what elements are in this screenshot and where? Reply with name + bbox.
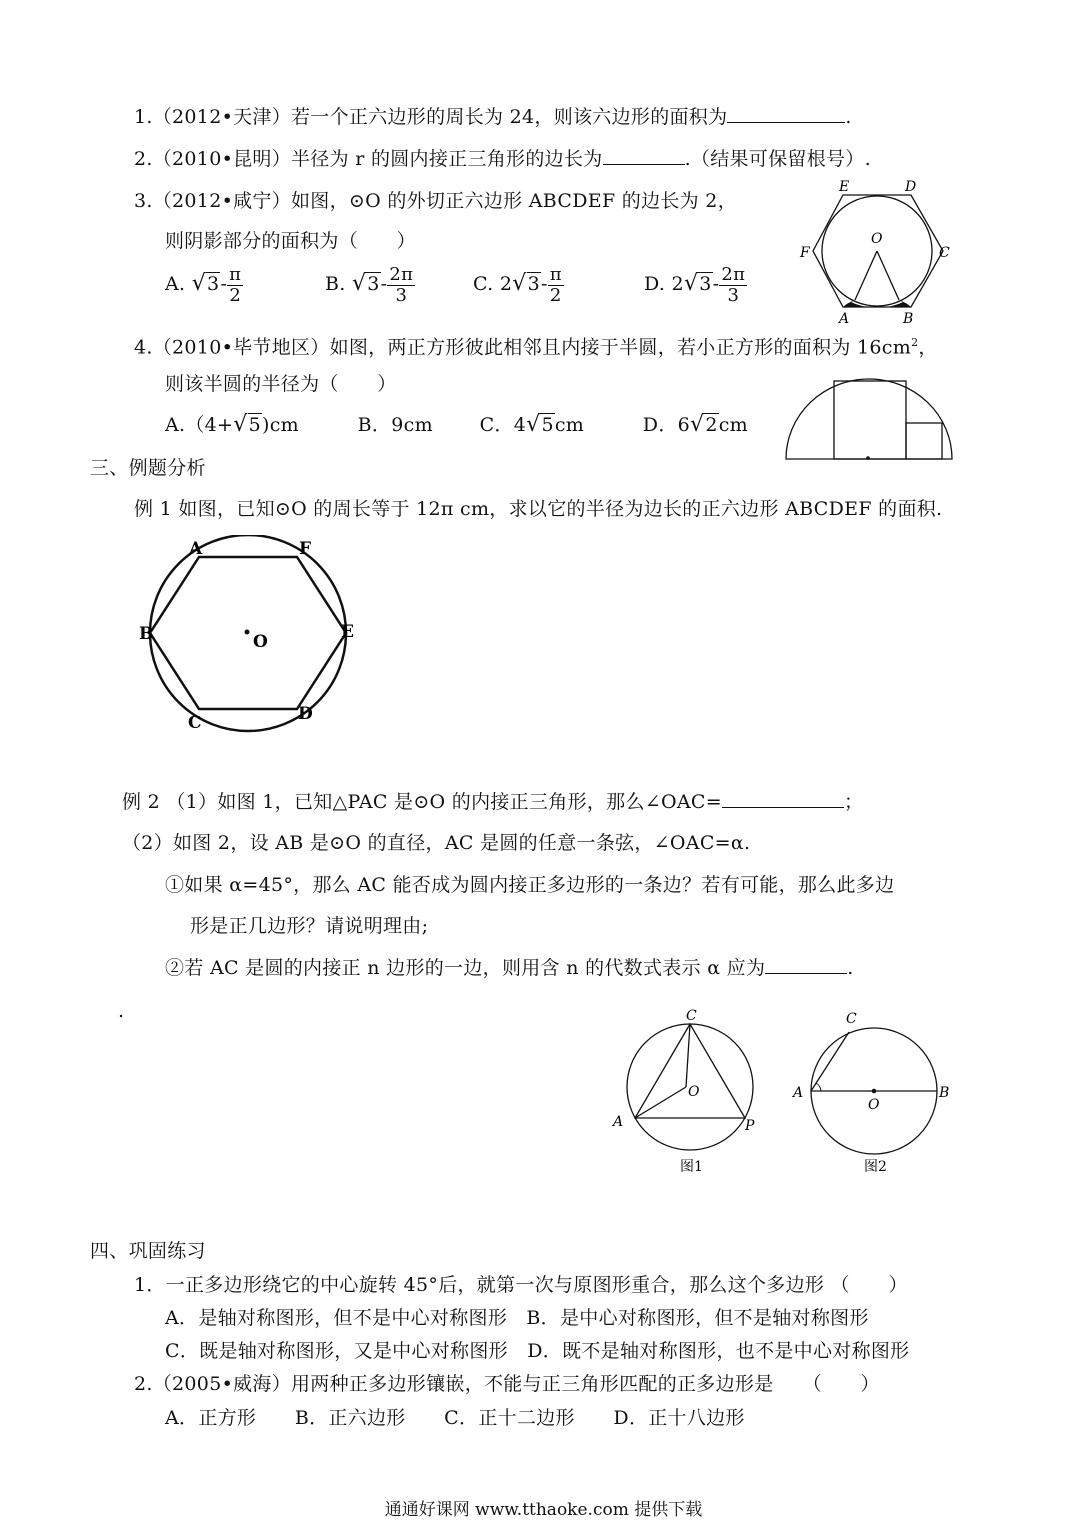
radicand: 2 bbox=[705, 414, 718, 436]
question-2-text: 2.（2010•昆明）半径为 r 的圆内接正三角形的边长为 bbox=[134, 148, 603, 170]
question-3-line-2: 则阴影部分的面积为（ ） bbox=[165, 230, 416, 252]
question-3-option-a bbox=[165, 262, 243, 306]
radicand: 5 bbox=[248, 414, 261, 436]
figure-1 bbox=[610, 1005, 770, 1177]
center-label-o: O bbox=[871, 231, 883, 247]
question-2 bbox=[134, 146, 871, 172]
question-4-options bbox=[165, 412, 748, 438]
denominator: 2 bbox=[229, 284, 242, 306]
vertex-label-b: B bbox=[139, 624, 154, 644]
radius-line-a bbox=[855, 251, 877, 300]
inscribed-hexagon-figure bbox=[135, 535, 365, 740]
option-d-prefix: D．6 bbox=[642, 414, 691, 436]
question-3-option-c bbox=[473, 262, 564, 306]
point-label-c: C bbox=[846, 1011, 857, 1027]
answer-blank bbox=[765, 955, 847, 974]
radicand: 3 bbox=[527, 273, 540, 295]
example-2-sub-2 bbox=[165, 955, 854, 981]
example-2-part-2: （2）如图 2，设 AB 是⊙O 的直径，AC 是圆的任意一条弦，∠OAC=α. bbox=[122, 832, 751, 854]
option-label: B. bbox=[325, 273, 346, 295]
sqrt-expression: √3 bbox=[683, 271, 712, 296]
page-footer: 通通好课网 www.tthaoke.com 提供下载 bbox=[384, 1500, 703, 1520]
option-a-suffix: )cm bbox=[262, 414, 299, 436]
option-label: A. bbox=[165, 273, 186, 295]
option-c-suffix: cm bbox=[554, 414, 585, 436]
radicand: 5 bbox=[541, 414, 554, 436]
vertex-label-f: F bbox=[800, 245, 810, 261]
fraction bbox=[719, 265, 747, 306]
fraction bbox=[227, 265, 243, 306]
answer-blank bbox=[722, 789, 844, 808]
option-c bbox=[480, 414, 585, 436]
stray-dot: . bbox=[118, 1000, 125, 1022]
practice-2-options: A．正方形 B．正六边形 C．正十二边形 D．正十八边形 bbox=[165, 1407, 745, 1429]
center-point bbox=[245, 630, 250, 635]
option-d bbox=[643, 414, 748, 436]
question-1-text: 1.（2012•天津）若一个正六边形的周长为 24，则该六边形的面积为 bbox=[134, 106, 728, 128]
question-4-text: 4.（2010•毕节地区）如图，两正方形彼此相邻且内接于半圆，若小正方形的面积为 16cm bbox=[134, 336, 912, 359]
angle-alpha-arc bbox=[816, 1083, 821, 1091]
option-label: C. bbox=[473, 273, 494, 295]
option-a-prefix: A.（4+ bbox=[165, 414, 234, 436]
example-2-sub-1-cont: 形是正几边形？请说明理由; bbox=[190, 915, 429, 937]
example-1-text: 例 1 如图，已知⊙O 的周长等于 12π cm，求以它的半径为边长的正六边形 ABCDEF 的面积. bbox=[134, 498, 943, 520]
point-label-b: B bbox=[939, 1085, 950, 1101]
practice-1-options-ab: A．是轴对称图形，但不是中心对称图形 B．是中心对称图形，但不是轴对称图形 bbox=[165, 1307, 869, 1329]
hexagon-outline bbox=[813, 195, 943, 307]
point-label-o: O bbox=[688, 1084, 700, 1100]
radicand: 3 bbox=[207, 273, 220, 295]
point-label-a: A bbox=[793, 1085, 804, 1101]
sqrt-expression: √3 bbox=[351, 271, 380, 296]
question-3-option-b bbox=[325, 262, 415, 306]
numerator: π bbox=[229, 263, 242, 285]
hexagon-circle-figure bbox=[795, 175, 955, 327]
fraction bbox=[548, 265, 564, 306]
point-label-o: O bbox=[868, 1097, 880, 1113]
question-2-end: .（结果可保留根号）. bbox=[684, 148, 871, 170]
option-c-prefix: C．4 bbox=[479, 414, 527, 436]
option-label: D. bbox=[644, 273, 666, 295]
semicircle-squares-figure bbox=[783, 370, 955, 465]
point-label-c: C bbox=[686, 1008, 697, 1024]
vertex-label-a: A bbox=[189, 539, 203, 559]
minus-sign: - bbox=[220, 273, 228, 295]
example-2-sub-2-text: ②若 AC 是圆的内接正 n 边形的一边，则用含 n 的代数式表示 α 应为 bbox=[165, 957, 766, 979]
minus-sign: - bbox=[540, 273, 548, 295]
figure-1-caption: 图1 bbox=[680, 1159, 703, 1175]
radicand: 3 bbox=[699, 273, 712, 295]
fraction bbox=[387, 265, 415, 306]
vertex-label-a: A bbox=[839, 311, 850, 327]
sqrt-expression: √5 bbox=[526, 412, 554, 437]
chord-ac bbox=[811, 1032, 849, 1091]
example-2-part-1 bbox=[122, 789, 863, 815]
vertex-label-f: F bbox=[299, 539, 312, 559]
question-3-line-1: 3.（2012•咸宁）如图，⊙O 的外切正六边形 ABCDEF 的边长为 2， bbox=[134, 190, 737, 212]
triangle-pac bbox=[635, 1024, 745, 1118]
numerator: 2π bbox=[389, 263, 414, 285]
point-label-a: A bbox=[613, 1114, 624, 1130]
superscript: 2 bbox=[911, 336, 919, 349]
vertex-label-e: E bbox=[839, 179, 850, 195]
numerator: π bbox=[549, 263, 562, 285]
example-2-sub-2-end: . bbox=[847, 957, 854, 979]
section-3-title: 三、例题分析 bbox=[90, 457, 206, 479]
figure-2 bbox=[788, 1005, 953, 1177]
small-square bbox=[906, 423, 942, 459]
option-d-suffix: cm bbox=[718, 414, 748, 436]
sqrt-expression: √5 bbox=[233, 412, 261, 437]
denominator: 2 bbox=[549, 284, 562, 306]
segment-oc bbox=[686, 1024, 690, 1087]
question-1 bbox=[134, 104, 852, 130]
center-label-o: O bbox=[253, 632, 268, 652]
section-4-title: 四、巩固练习 bbox=[90, 1240, 206, 1262]
example-2-part-1-text: 例 2 （1）如图 1，已知△PAC 是⊙O 的内接正三角形，那么∠OAC= bbox=[122, 791, 722, 813]
question-4-end: ， bbox=[918, 336, 938, 359]
point-label-p: P bbox=[745, 1118, 755, 1134]
practice-2-text: 2.（2005•威海）用两种正多边形镶嵌，不能与正三角形匹配的正多边形是 （ ） bbox=[134, 1373, 880, 1395]
answer-blank bbox=[727, 104, 845, 123]
vertex-label-b: B bbox=[903, 311, 914, 327]
radius-line-b bbox=[877, 251, 899, 300]
question-4-line-2: 则该半圆的半径为（ ） bbox=[165, 373, 397, 395]
denominator: 3 bbox=[727, 284, 740, 306]
example-2-sub-1: ①如果 α=45°，那么 AC 能否成为圆内接正多边形的一条边？若有可能，那么此多边 bbox=[165, 874, 895, 896]
semicircle-outline bbox=[786, 379, 952, 459]
vertex-label-c: C bbox=[939, 245, 950, 261]
denominator: 3 bbox=[395, 284, 408, 306]
practice-1-text: 1．一正多边形绕它的中心旋转 45°后，就第一次与原图形重合，那么这个多边形 （ ） bbox=[134, 1274, 908, 1296]
sqrt-expression: √2 bbox=[690, 412, 718, 437]
example-2-part-1-end: ； bbox=[843, 791, 864, 813]
minus-sign: - bbox=[380, 273, 388, 295]
center-point bbox=[866, 456, 870, 460]
coefficient: 2 bbox=[499, 273, 513, 295]
sqrt-expression: √3 bbox=[512, 271, 540, 296]
option-a bbox=[165, 414, 299, 436]
coefficient: 2 bbox=[671, 273, 684, 295]
vertex-label-d: D bbox=[298, 704, 313, 724]
question-3-option-d bbox=[644, 262, 747, 306]
question-4-line-1 bbox=[134, 330, 938, 360]
figure-2-caption: 图2 bbox=[864, 1159, 887, 1175]
numerator: 2π bbox=[721, 263, 746, 285]
sqrt-expression: √3 bbox=[191, 271, 220, 296]
center-point bbox=[872, 1089, 877, 1094]
vertex-label-c: C bbox=[188, 713, 202, 733]
minus-sign: - bbox=[712, 273, 720, 295]
segment-oa bbox=[635, 1087, 686, 1118]
question-1-end: . bbox=[845, 106, 852, 128]
practice-1-options-cd: C．既是轴对称图形，又是中心对称图形 D．既不是轴对称图形，也不是中心对称图形 bbox=[165, 1340, 910, 1362]
option-b: B．9cm bbox=[357, 414, 433, 436]
answer-blank bbox=[603, 146, 685, 165]
vertex-label-e: E bbox=[341, 622, 354, 642]
large-square bbox=[834, 381, 906, 459]
radicand: 3 bbox=[367, 273, 380, 295]
vertex-label-d: D bbox=[905, 179, 917, 195]
